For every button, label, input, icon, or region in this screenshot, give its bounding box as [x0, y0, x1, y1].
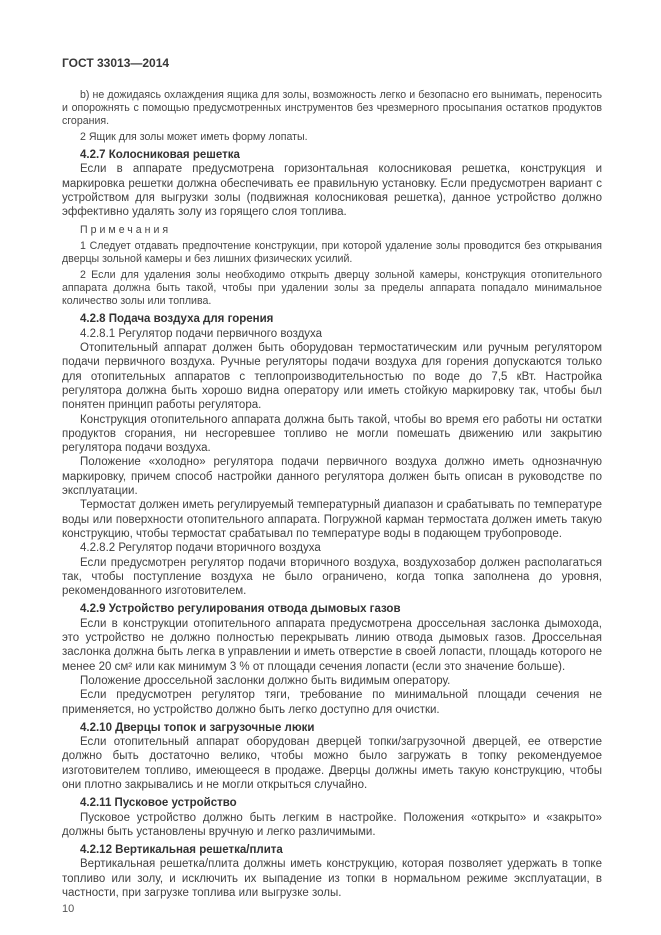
paragraph: Положение дроссельной заслонки должно быть видимым оператору. — [80, 674, 451, 687]
paragraph: Если в конструкции отопительного аппарата предусмотрена дроссельная заслонка дымохода, это устройство не должно полностью перекрывать линию отвода дымовых газов. Дроссельная заслонка должна быть легка в управлении и иметь отверстие в своей лопасти, площадь которого не менее 20 см² или как минимум 3 % от площади сечения лопасти (если это значение больше). — [62, 617, 602, 673]
subsection-heading: 4.2.8.2 Регулятор подачи вторичного воздуха — [80, 542, 321, 555]
note-paragraph: 2 Если для удаления золы необходимо открыть дверцу зольной камеры, конструкция отопительного аппарата должна быть такой, чтобы при удалении золы за пределы аппарата попадало минимальное количество золы или топлива. — [62, 269, 602, 308]
doc-header: ГОСТ 33013—2014 — [62, 56, 170, 70]
section-heading: 4.2.8 Подача воздуха для горения — [80, 313, 274, 326]
section-heading: 4.2.11 Пусковое устройство — [80, 797, 237, 810]
paragraph: Термостат должен иметь регулируемый температурный диапазон и срабатывать по температуре воды или поверхности отопительного аппарата. Погружной карман термостата должен иметь такую конструкцию, чтобы термостат срабатывал по температуре воды в подающем трубопроводе. — [62, 499, 602, 540]
section-heading: 4.2.10 Дверцы топок и загрузочные люки — [80, 721, 315, 734]
paragraph: Если предусмотрен регулятор подачи вторичного воздуха, воздухозабор должен располагаться так, чтобы поступление воздуха не было ограничено, когда топка заполнена до уровня, рекомендованного изготовителем. — [62, 556, 602, 598]
note-paragraph: 2 Ящик для золы может иметь форму лопаты. — [80, 131, 308, 143]
paragraph: Положение «холодно» регулятора подачи первичного воздуха должно иметь однозначную маркировку, причем способ настройки данного регулятора должен быть описан в руководстве по эксплуатации. — [62, 456, 602, 498]
paragraph: Если предусмотрен регулятор тяги, требование по минимальной площади сечения не применяется, но устройство должно быть легко доступно для очистки. — [62, 689, 602, 716]
section-heading: 4.2.7 Колосниковая решетка — [80, 149, 240, 161]
section-heading: 4.2.12 Вертикальная решетка/плита — [80, 844, 283, 857]
notes-label: Примечания — [80, 224, 172, 237]
note-paragraph: 1 Следует отдавать предпочтение конструкции, при которой удаление золы проводится без открывания дверцы зольной камеры и без лишних физических усилий. — [62, 240, 602, 266]
paragraph: Пусковое устройство должно быть легким в настройке. Положения «открыто» и «закрыто» должны быть установлены вручную и легко различимыми. — [62, 811, 602, 838]
note-paragraph: b) не дожидаясь охлаждения ящика для золы, возможность легко и безопасно его вынимать, переносить и опорожнять с помощью предусмотренных инструментов без чрезмерного просыпания остатков продуктов сгорания. — [62, 89, 602, 127]
paragraph: Вертикальная решетка/плита должны иметь конструкцию, которая позволяет удержать в топке топливо или золу, и исключить их выпадение из топки в нормальном режиме эксплуатации, в частности, при загрузке топлива или выгрузке золы. — [62, 858, 602, 900]
paragraph: Если отопительный аппарат оборудован дверцей топки/загрузочной дверцей, ее отверстие должно быть достаточно велико, чтобы можно было загружать в топку рекомендуемое изготовителем топливо, имеющееся в продаже. Дверцы должны иметь такую конструкцию, чтобы они плотно закрывались и не могли открыться случайно. — [62, 736, 602, 791]
paragraph: Если в аппарате предусмотрена горизонтальная колосниковая решетка, конструкция и маркировка решетки должна обеспечивать ее правильную установку. Если предусмотрен вариант с устройством для выгрузки золы (подвижная колосниковая решетка), данное устройство должно эффективно удалять золу из горящего слоя топлива. — [62, 163, 602, 219]
paragraph: Конструкция отопительного аппарата должна быть такой, чтобы во время его работы ни остатки продуктов сгорания, ни несгоревшее топливо не могли помешать движению или закрытию регулятора подачи воздуха. — [62, 413, 602, 455]
paragraph: Отопительный аппарат должен быть оборудован термостатическим или ручным регулятором подачи первичного воздуха. Ручные регуляторы подачи воздуха для горения допускаются только для отопительных аппаратов с теплопроизводительностью по воде до 7,5 кВт. Настройка регулятора должна быть хорошо видна оператору или иметь стойкую маркировку так, чтобы был понятен принцип работы регулятора. — [62, 342, 602, 412]
subsection-heading: 4.2.8.1 Регулятор подачи первичного воздуха — [80, 327, 323, 340]
page-number: 10 — [62, 903, 75, 916]
section-heading: 4.2.9 Устройство регулирования отвода дымовых газов — [80, 603, 401, 616]
